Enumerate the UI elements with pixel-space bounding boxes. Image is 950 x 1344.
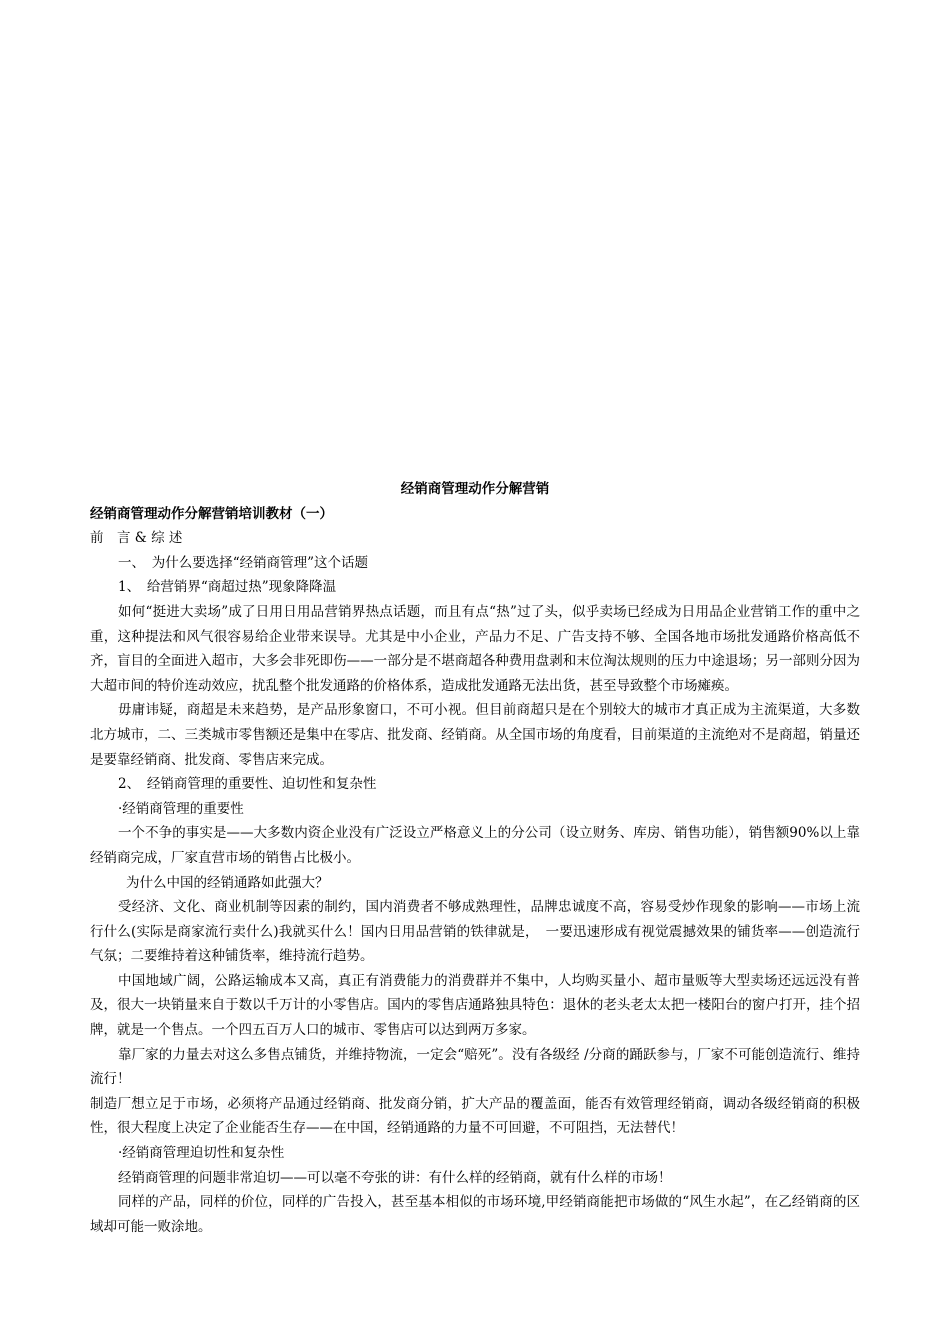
paragraph: 如何“挺进大卖场”成了日用日用品营销界热点话题，而且有点“热”过了头，似乎卖场已经成为日用品企业营销工作的重中之重，这种提法和风气很容易给企业带来误导。尤其是中小企业，产品力不足、广告支持不够、全国各地市场批发通路价格高低不齐，盲目的全面进入超市，大多会非死即伤——一部分是不堪商超各种费用盘剥和末位淘汰规则的压力中途退场；另一部则分因为大超市间的特价连动效应，扰乱整个批发通路的价格体系，造成批发通路无法出货，甚至导致整个市场瘫痪。 [90, 603, 860, 694]
paragraph: 经销商管理的问题非常迫切——可以毫不夸张的讲：有什么样的经销商，就有什么样的市场！ [118, 1169, 672, 1186]
document-subtitle: 经销商管理动作分解营销培训教材（一） [90, 505, 333, 522]
subsection-heading-1: 1、 给营销界“商超过热”现象降降温 [118, 579, 337, 596]
paragraph: 受经济、文化、商业机制等因素的制约，国内消费者不够成熟理性，品牌忠诚度不高，容易受炒作现象的影响——市场上流行什么(实际是商家流行卖什么)我就买什么！国内日用品营销的铁律就是， 一要迅速形成有视觉震撼效果的铺货率——创造流行气氛；二要维持着这种铺货率，维持流行趋势。 [90, 899, 860, 965]
paragraph: 制造厂想立足于市场，必须将产品通过经销商、批发商分销，扩大产品的覆盖面，能否有效管理经销商，调动各级经销商的积极性，很大程度上决定了企业能否生存——在中国，经销通路的力量不可回避，不可阻挡，无法替代！ [90, 1095, 860, 1137]
question-line: 为什么中国的经销通路如此强大？ [126, 874, 329, 891]
paragraph: 靠厂家的力量去对这么多售点铺货，并维持物流，一定会“赔死”。没有各级经 /分商的踊跃参与，厂家不可能创造流行、维持流行！ [90, 1046, 860, 1088]
section-heading-1: 一、 为什么要选择“经销商管理”这个话题 [118, 554, 369, 571]
subsection-heading-2: 2、 经销商管理的重要性、迫切性和复杂性 [118, 776, 377, 793]
document-title: 经销商管理动作分解营销 [400, 481, 550, 497]
document-body [90, 477, 860, 1239]
paragraph: 一个不争的事实是——大多数内资企业没有广泛设立严格意义上的分公司（设立财务、库房、销售功能），销售额90%以上靠经销商完成，厂家直营市场的销售占比极小。 [90, 825, 860, 866]
bullet-heading: ·经销商管理的重要性 [118, 800, 244, 817]
paragraph: 同样的产品，同样的价位，同样的广告投入，甚至基本相似的市场环境,甲经销商能把市场做的“风生水起”，在乙经销商的区域却可能一败涂地。 [90, 1194, 860, 1235]
bullet-heading: ·经销商管理迫切性和复杂性 [118, 1145, 285, 1162]
paragraph: 中国地域广阔，公路运输成本又高，真正有消费能力的消费群并不集中，人均购买量小、超市量贩等大型卖场还远远没有普及，很大一块销量来自于数以千万计的小零售店。国内的零售店通路独具特色：退休的老头老太太把一楼阳台的窗户打开，挂个招牌，就是一个售点。一个四五百万人口的城市、零售店可以达到两万多家。 [90, 972, 860, 1039]
section-heading-preface: 前 言 & 综 述 [90, 530, 183, 547]
paragraph: 毋庸讳疑，商超是未来趋势，是产品形象窗口，不可小视。但目前商超只是在个别较大的城市才真正成为主流渠道，大多数北方城市，二、三类城市零售额还是集中在零店、批发商、经销商。从全国市场的角度看，目前渠道的主流绝对不是商超，销量还是要靠经销商、批发商、零售店来完成。 [90, 702, 860, 768]
